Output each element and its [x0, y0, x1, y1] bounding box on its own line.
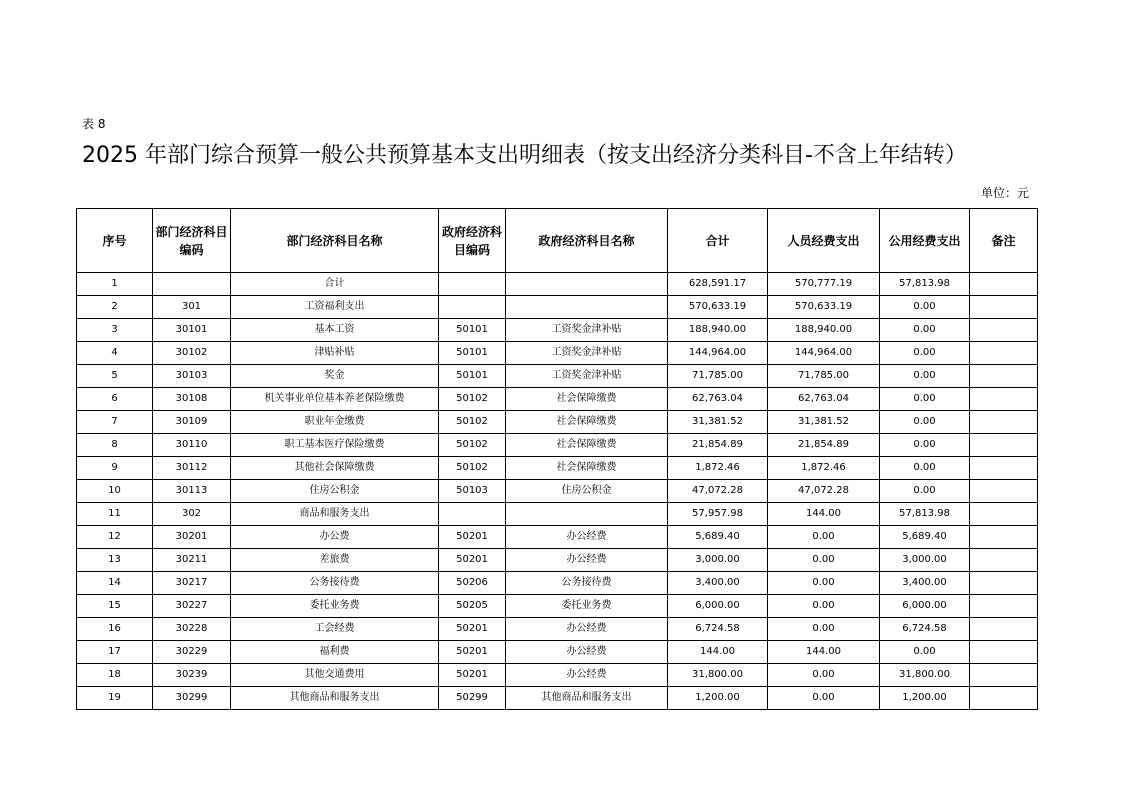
cell-remark [970, 388, 1038, 411]
cell-remark [970, 342, 1038, 365]
header-public: 公用经费支出 [880, 209, 970, 273]
table-row [77, 572, 1038, 595]
cell-dept-name: 委托业务费 [231, 595, 439, 618]
table-row [77, 457, 1038, 480]
table-row [77, 526, 1038, 549]
cell-seq: 19 [77, 687, 153, 710]
cell-remark [970, 273, 1038, 296]
cell-total: 31,800.00 [668, 664, 768, 687]
cell-gov-name: 公务接待费 [506, 572, 668, 595]
cell-remark [970, 618, 1038, 641]
cell-gov-code [439, 503, 506, 526]
cell-gov-name: 社会保障缴费 [506, 434, 668, 457]
cell-seq: 18 [77, 664, 153, 687]
cell-dept-name: 其他交通费用 [231, 664, 439, 687]
cell-public: 0.00 [880, 388, 970, 411]
unit-label: 单位：元 [980, 186, 1029, 200]
cell-public: 0.00 [880, 411, 970, 434]
cell-gov-name: 社会保障缴费 [506, 411, 668, 434]
cell-gov-name: 办公经费 [506, 549, 668, 572]
header-remark: 备注 [970, 209, 1038, 273]
cell-personnel: 570,633.19 [768, 296, 880, 319]
cell-gov-code: 50299 [439, 687, 506, 710]
table-number: 表 8 [82, 117, 106, 131]
cell-personnel: 144.00 [768, 641, 880, 664]
header-seq: 序号 [77, 209, 153, 273]
budget-table [76, 208, 1038, 710]
table-row [77, 434, 1038, 457]
table-row [77, 595, 1038, 618]
cell-personnel: 0.00 [768, 549, 880, 572]
cell-dept-code: 30227 [153, 595, 231, 618]
cell-seq: 7 [77, 411, 153, 434]
table-row [77, 296, 1038, 319]
cell-total: 31,381.52 [668, 411, 768, 434]
header-dept-name: 部门经济科目名称 [231, 209, 439, 273]
cell-seq: 6 [77, 388, 153, 411]
cell-public: 0.00 [880, 296, 970, 319]
cell-gov-code [439, 296, 506, 319]
cell-dept-name: 机关事业单位基本养老保险缴费 [231, 388, 439, 411]
cell-dept-name: 工会经费 [231, 618, 439, 641]
table-row [77, 480, 1038, 503]
cell-total: 3,400.00 [668, 572, 768, 595]
cell-total: 5,689.40 [668, 526, 768, 549]
cell-gov-name: 社会保障缴费 [506, 457, 668, 480]
cell-remark [970, 641, 1038, 664]
cell-seq: 13 [77, 549, 153, 572]
header-gov-code: 政府经济科目编码 [439, 209, 506, 273]
cell-public: 5,689.40 [880, 526, 970, 549]
cell-total: 188,940.00 [668, 319, 768, 342]
cell-personnel: 188,940.00 [768, 319, 880, 342]
cell-total: 6,724.58 [668, 618, 768, 641]
table-row [77, 664, 1038, 687]
cell-gov-code: 50201 [439, 618, 506, 641]
cell-dept-name: 津贴补贴 [231, 342, 439, 365]
cell-remark [970, 411, 1038, 434]
cell-public: 0.00 [880, 457, 970, 480]
cell-personnel: 31,381.52 [768, 411, 880, 434]
cell-public: 0.00 [880, 480, 970, 503]
table-row [77, 365, 1038, 388]
table-row [77, 342, 1038, 365]
table-row [77, 388, 1038, 411]
cell-seq: 16 [77, 618, 153, 641]
cell-gov-name: 办公经费 [506, 526, 668, 549]
cell-gov-code: 50101 [439, 342, 506, 365]
table-body [77, 273, 1038, 710]
cell-dept-code: 301 [153, 296, 231, 319]
cell-dept-name: 公务接待费 [231, 572, 439, 595]
cell-public: 0.00 [880, 641, 970, 664]
cell-gov-name: 工资奖金津补贴 [506, 342, 668, 365]
cell-remark [970, 664, 1038, 687]
cell-personnel: 0.00 [768, 618, 880, 641]
cell-remark [970, 365, 1038, 388]
cell-gov-code: 50101 [439, 365, 506, 388]
cell-gov-code: 50205 [439, 595, 506, 618]
cell-dept-name: 福利费 [231, 641, 439, 664]
cell-personnel: 0.00 [768, 595, 880, 618]
table-row [77, 618, 1038, 641]
cell-remark [970, 549, 1038, 572]
header-gov-name: 政府经济科目名称 [506, 209, 668, 273]
cell-total: 47,072.28 [668, 480, 768, 503]
cell-dept-code: 302 [153, 503, 231, 526]
cell-dept-name: 其他社会保障缴费 [231, 457, 439, 480]
cell-gov-name: 办公经费 [506, 641, 668, 664]
cell-dept-code: 30101 [153, 319, 231, 342]
cell-gov-code: 50201 [439, 664, 506, 687]
cell-dept-code: 30201 [153, 526, 231, 549]
cell-gov-name: 办公经费 [506, 664, 668, 687]
cell-dept-code: 30217 [153, 572, 231, 595]
table-row [77, 273, 1038, 296]
cell-personnel: 144.00 [768, 503, 880, 526]
header-dept-code: 部门经济科目编码 [153, 209, 231, 273]
table-row [77, 687, 1038, 710]
cell-seq: 17 [77, 641, 153, 664]
cell-dept-code: 30109 [153, 411, 231, 434]
cell-gov-name: 委托业务费 [506, 595, 668, 618]
cell-dept-name: 住房公积金 [231, 480, 439, 503]
cell-dept-name: 奖金 [231, 365, 439, 388]
cell-seq: 14 [77, 572, 153, 595]
cell-gov-name [506, 296, 668, 319]
table-row [77, 319, 1038, 342]
cell-total: 570,633.19 [668, 296, 768, 319]
cell-dept-name: 差旅费 [231, 549, 439, 572]
cell-personnel: 0.00 [768, 572, 880, 595]
cell-remark [970, 319, 1038, 342]
cell-personnel: 1,872.46 [768, 457, 880, 480]
cell-total: 1,200.00 [668, 687, 768, 710]
cell-total: 71,785.00 [668, 365, 768, 388]
cell-remark [970, 296, 1038, 319]
cell-gov-name [506, 503, 668, 526]
cell-personnel: 570,777.19 [768, 273, 880, 296]
table-row [77, 411, 1038, 434]
cell-gov-code: 50201 [439, 641, 506, 664]
cell-gov-name: 住房公积金 [506, 480, 668, 503]
header-row [77, 209, 1038, 273]
cell-total: 3,000.00 [668, 549, 768, 572]
cell-dept-code: 30299 [153, 687, 231, 710]
cell-gov-code: 50201 [439, 526, 506, 549]
cell-seq: 12 [77, 526, 153, 549]
cell-public: 0.00 [880, 365, 970, 388]
cell-personnel: 21,854.89 [768, 434, 880, 457]
cell-seq: 9 [77, 457, 153, 480]
cell-total: 144.00 [668, 641, 768, 664]
cell-seq: 4 [77, 342, 153, 365]
cell-total: 62,763.04 [668, 388, 768, 411]
cell-remark [970, 503, 1038, 526]
table-row [77, 641, 1038, 664]
cell-personnel: 0.00 [768, 526, 880, 549]
cell-gov-name [506, 273, 668, 296]
cell-seq: 10 [77, 480, 153, 503]
cell-dept-code: 30228 [153, 618, 231, 641]
table-header [77, 209, 1038, 273]
cell-total: 21,854.89 [668, 434, 768, 457]
cell-gov-name: 工资奖金津补贴 [506, 319, 668, 342]
cell-personnel: 47,072.28 [768, 480, 880, 503]
cell-public: 31,800.00 [880, 664, 970, 687]
cell-remark [970, 526, 1038, 549]
cell-dept-name: 其他商品和服务支出 [231, 687, 439, 710]
cell-seq: 15 [77, 595, 153, 618]
cell-public: 0.00 [880, 319, 970, 342]
cell-gov-code: 50102 [439, 388, 506, 411]
cell-dept-code: 30103 [153, 365, 231, 388]
cell-seq: 8 [77, 434, 153, 457]
cell-gov-code: 50102 [439, 457, 506, 480]
cell-personnel: 0.00 [768, 687, 880, 710]
cell-personnel: 71,785.00 [768, 365, 880, 388]
cell-public: 0.00 [880, 434, 970, 457]
cell-gov-name: 其他商品和服务支出 [506, 687, 668, 710]
cell-public: 6,000.00 [880, 595, 970, 618]
cell-gov-code: 50102 [439, 434, 506, 457]
header-personnel: 人员经费支出 [768, 209, 880, 273]
cell-dept-code: 30102 [153, 342, 231, 365]
cell-dept-name: 办公费 [231, 526, 439, 549]
cell-gov-code [439, 273, 506, 296]
cell-gov-code: 50201 [439, 549, 506, 572]
cell-dept-name: 商品和服务支出 [231, 503, 439, 526]
cell-personnel: 144,964.00 [768, 342, 880, 365]
cell-dept-code: 30112 [153, 457, 231, 480]
cell-seq: 1 [77, 273, 153, 296]
cell-gov-code: 50206 [439, 572, 506, 595]
cell-total: 6,000.00 [668, 595, 768, 618]
cell-seq: 5 [77, 365, 153, 388]
cell-remark [970, 457, 1038, 480]
cell-total: 628,591.17 [668, 273, 768, 296]
cell-dept-name: 职业年金缴费 [231, 411, 439, 434]
cell-remark [970, 434, 1038, 457]
cell-personnel: 0.00 [768, 664, 880, 687]
cell-public: 1,200.00 [880, 687, 970, 710]
cell-total: 1,872.46 [668, 457, 768, 480]
cell-dept-code [153, 273, 231, 296]
header-total: 合计 [668, 209, 768, 273]
cell-remark [970, 595, 1038, 618]
cell-dept-code: 30113 [153, 480, 231, 503]
cell-seq: 11 [77, 503, 153, 526]
cell-gov-code: 50101 [439, 319, 506, 342]
cell-dept-code: 30239 [153, 664, 231, 687]
cell-gov-name: 社会保障缴费 [506, 388, 668, 411]
cell-remark [970, 572, 1038, 595]
table-row [77, 503, 1038, 526]
cell-gov-name: 办公经费 [506, 618, 668, 641]
cell-gov-name: 工资奖金津补贴 [506, 365, 668, 388]
cell-gov-code: 50103 [439, 480, 506, 503]
cell-public: 3,000.00 [880, 549, 970, 572]
cell-dept-name: 职工基本医疗保险缴费 [231, 434, 439, 457]
cell-gov-code: 50102 [439, 411, 506, 434]
cell-public: 57,813.98 [880, 273, 970, 296]
cell-public: 6,724.58 [880, 618, 970, 641]
cell-dept-code: 30229 [153, 641, 231, 664]
cell-dept-name: 合计 [231, 273, 439, 296]
cell-dept-code: 30211 [153, 549, 231, 572]
cell-dept-code: 30110 [153, 434, 231, 457]
cell-seq: 3 [77, 319, 153, 342]
cell-public: 57,813.98 [880, 503, 970, 526]
cell-remark [970, 480, 1038, 503]
cell-total: 144,964.00 [668, 342, 768, 365]
cell-dept-name: 基本工资 [231, 319, 439, 342]
cell-total: 57,957.98 [668, 503, 768, 526]
cell-remark [970, 687, 1038, 710]
cell-public: 0.00 [880, 342, 970, 365]
cell-public: 3,400.00 [880, 572, 970, 595]
cell-dept-code: 30108 [153, 388, 231, 411]
cell-seq: 2 [77, 296, 153, 319]
cell-personnel: 62,763.04 [768, 388, 880, 411]
table-row [77, 549, 1038, 572]
page-title: 2025 年部门综合预算一般公共预算基本支出明细表（按支出经济分类科目-不含上年结转） [82, 143, 967, 168]
cell-dept-name: 工资福利支出 [231, 296, 439, 319]
